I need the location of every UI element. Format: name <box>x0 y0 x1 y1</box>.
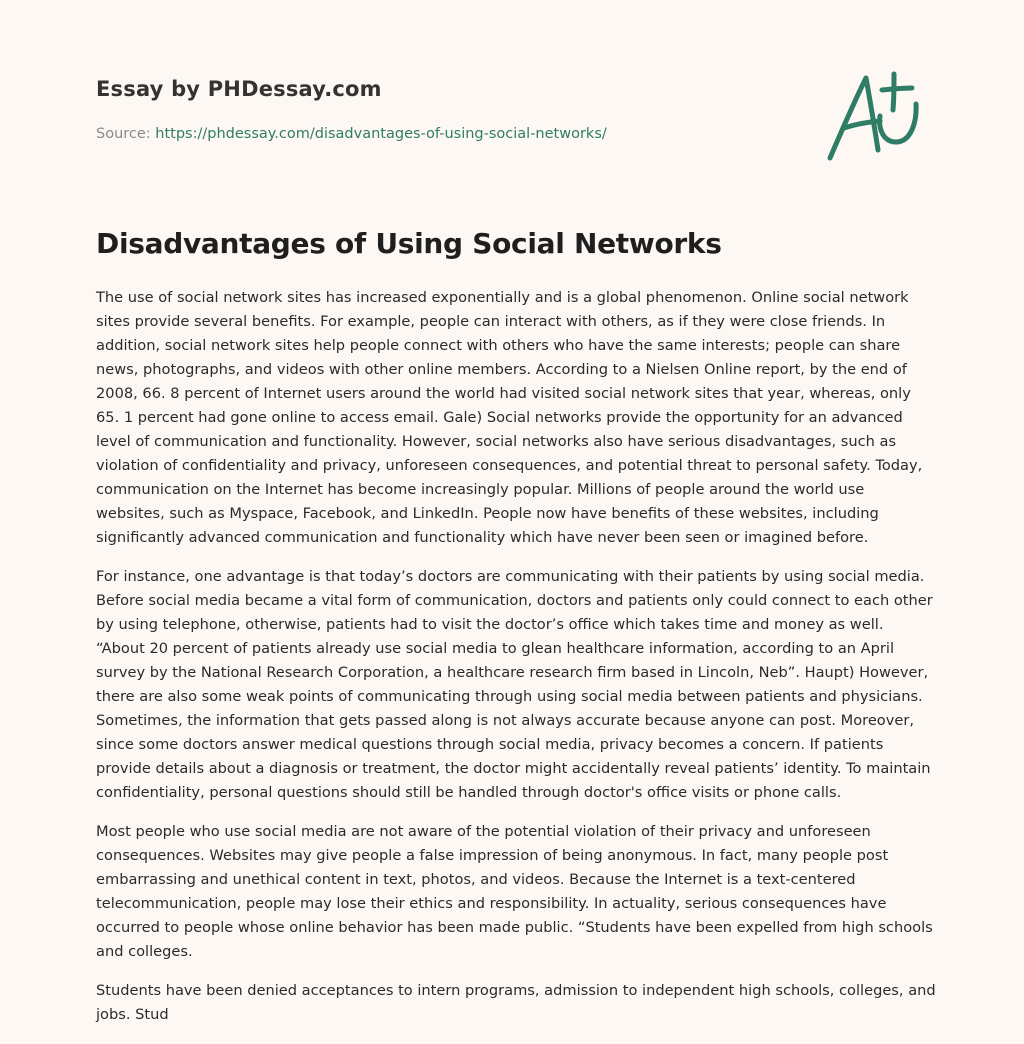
a-plus-icon <box>820 66 930 166</box>
source-line <box>96 124 796 144</box>
essay-paragraph: Students have been denied acceptances to intern programs, admission to independent high schools, colleges, and jobs. Stud <box>96 982 936 1023</box>
source-link[interactable]: https://phdessay.com/disadvantages-of-using-social-networks/ <box>155 126 607 142</box>
essay-paragraph: The use of social network sites has increased exponentially and is a global phenomenon. Online social network sites provide several benefits. For example, people can interact with others, as if they were close friends. In addition, social network sites help people connect with others who have the same interests; people can share news, photographs, and videos with other online members. According to a Nielsen Online report, by the end of 2008, 66. 8 percent of Internet users around the world had visited social network sites that year, whereas, only 65. 1 percent had gone online to access email. Gale) Social networks provide the opportunity for an advanced level of communication and functionality. However, social networks also have serious disadvantages, such as violation of confidentiality and privacy, unforeseen consequences, and potential threat to personal safety. Today, communication on the Internet has become increasingly popular. Millions of people around the world use websites, such as Myspace, Facebook, and LinkedIn. People now have benefits of these websites, including significantly advanced communication and functionality which have never been seen or imagined before. <box>96 289 923 546</box>
essay-title: Disadvantages of Using Social Networks <box>96 227 722 260</box>
source-label: Source: <box>96 126 151 142</box>
essay-body <box>96 286 936 1042</box>
essay-header <box>96 74 796 144</box>
brand-title: Essay by PHDessay.com <box>96 77 382 101</box>
essay-paragraph: For instance, one advantage is that today’s doctors are communicating with their patients by using social media. Before social media became a vital form of communication, doctors and patients only could connect to each other by using telephone, otherwise, patients had to visit the doctor’s office which takes time and money as well. “About 20 percent of patients already use social media to glean healthcare information, according to an April survey by the National Research Corporation, a healthcare research firm based in Lincoln, Neb”. Haupt) However, there are also some weak points of communicating through using social media between patients and physicians. Sometimes, the information that gets passed along is not always accurate because anyone can post. Moreover, since some doctors answer medical questions through social media, privacy becomes a concern. If patients provide details about a diagnosis or treatment, the doctor might accidentally reveal patients’ identity. To maintain confidentiality, personal questions should still be handled through doctor's office visits or phone calls. <box>96 568 933 801</box>
essay-paragraph: Most people who use social media are not aware of the potential violation of their privacy and unforeseen consequences. Websites may give people a false impression of being anonymous. In fact, many people post embarrassing and unethical content in text, photos, and videos. Because the Internet is a text-centered telecommunication, people may lose their ethics and responsibility. In actuality, serious consequences have occurred to people whose online behavior has been made public. “Students have been expelled from high schools and colleges. <box>96 823 933 960</box>
